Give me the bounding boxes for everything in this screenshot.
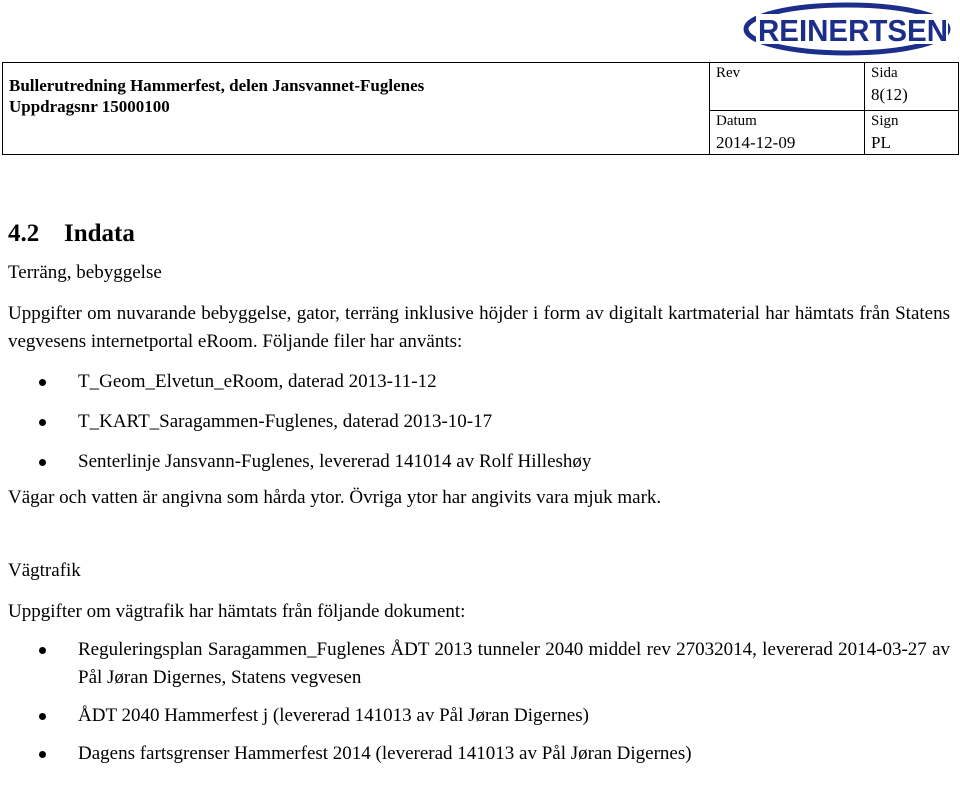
list-item: Dagens fartsgrenser Hammerfest 2014 (levererad 141013 av Pål Jøran Digernes): [8, 740, 950, 768]
document-body: [8, 218, 950, 768]
page-cell: [865, 63, 959, 111]
bullet-icon: [39, 647, 46, 654]
reinertsen-logo: [742, 2, 952, 56]
sign-cell: [865, 111, 959, 155]
document-title: Bullerutredning Hammerfest, delen Jansvannet-Fuglenes: [9, 76, 425, 95]
sign-value: PL: [871, 133, 891, 152]
terrain-note: Vägar och vatten är angivna som hårda ytor. Övriga ytor har angivits vara mjuk mark.: [8, 487, 662, 508]
page-number: 8(12): [871, 85, 908, 104]
project-number: Uppdragsnr 15000100: [9, 97, 170, 116]
bullet-icon: [39, 419, 46, 426]
section-number: 4.2: [8, 220, 40, 247]
list-item: ÅDT 2040 Hammerfest j (levererad 141013 av Pål Jøran Digernes): [8, 702, 950, 730]
page-label: Sida: [871, 65, 898, 81]
bullet-icon: [39, 713, 46, 720]
list-item: T_KART_Saragammen-Fuglenes, daterad 2013-10-17: [8, 408, 950, 436]
document-header: [2, 62, 959, 155]
date-label: Datum: [716, 113, 757, 129]
date-value: 2014-12-09: [716, 133, 796, 152]
section-heading: [8, 218, 950, 250]
traffic-source-list: [8, 636, 950, 768]
bullet-icon: [39, 751, 46, 758]
traffic-subheading: Vägtrafik: [8, 560, 81, 581]
sign-label: Sign: [871, 113, 899, 129]
rev-cell: [710, 63, 865, 111]
terrain-intro: Uppgifter om nuvarande bebyggelse, gator, terräng inklusive höjder i form av digitalt kartmaterial har hämtats från Statens vegvesens internetportal eRoom. Följande filer har använts:: [8, 303, 950, 352]
bullet-icon: [39, 379, 46, 386]
terrain-file-list: [8, 368, 950, 476]
terrain-subheading: Terräng, bebyggelse: [8, 262, 162, 283]
traffic-intro: Uppgifter om vägtrafik har hämtats från följande dokument:: [8, 601, 466, 622]
rev-label: Rev: [716, 65, 741, 81]
date-cell: [710, 111, 865, 155]
list-item: T_Geom_Elvetun_eRoom, daterad 2013-11-12: [8, 368, 950, 396]
list-item: Senterlinje Jansvann-Fuglenes, levererad 141014 av Rolf Hilleshøy: [8, 448, 950, 476]
logo-text: REINERTSEN: [758, 13, 948, 48]
list-item: Reguleringsplan Saragammen_Fuglenes ÅDT 2013 tunneler 2040 middel rev 27032014, levererad 2014-03-27 av Pål Jøran Digernes, Statens vegvesen: [8, 636, 950, 692]
section-title: Indata: [64, 220, 135, 247]
bullet-icon: [39, 459, 46, 466]
header-title-cell: [3, 63, 710, 155]
